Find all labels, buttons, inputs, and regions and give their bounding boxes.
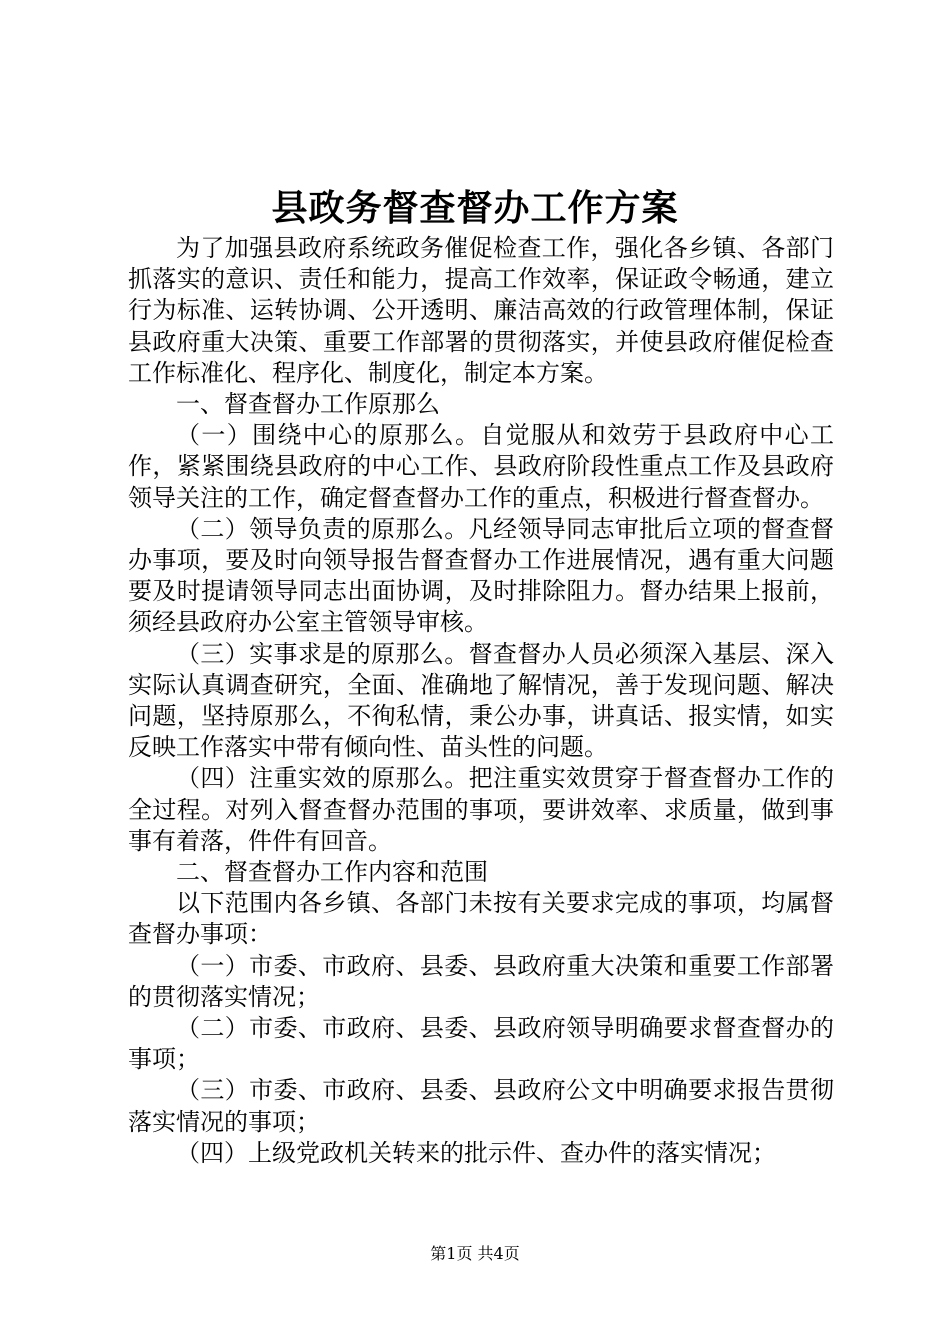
paragraph-scope-item-1: （一）市委、市政府、县委、县政府重大决策和重要工作部署的贯彻落实情况； (128, 951, 834, 1011)
paragraph-principle-3: （三）实事求是的原那么。督查督办人员必须深入基层、深入实际认真调查研究，全面、准确地了解情况，善于发现问题、解决问题，坚持原那么，不徇私情，秉公办事，讲真话、报实情，如实反映工作落实中带有倾向性、苗头性的问题。 (128, 639, 834, 762)
paragraph-principle-4: （四）注重实效的原那么。把注重实效贯穿于督查督办工作的全过程。对列入督查督办范围的事项，要讲效率、求质量，做到事事有着落，件件有回音。 (128, 764, 834, 855)
section-heading-scope: 二、督查督办工作内容和范围 (176, 858, 488, 887)
page-footer: 第1页 共4页 (430, 1244, 520, 1263)
document-body (128, 233, 834, 1169)
document-title: 县政务督查督办工作方案 (271, 187, 679, 229)
paragraph-scope-intro: 以下范围内各乡镇、各部门未按有关要求完成的事项，均属督查督办事项： (128, 889, 834, 949)
section-heading-principles: 一、督查督办工作原那么 (176, 390, 440, 419)
paragraph-scope-item-2: （二）市委、市政府、县委、县政府领导明确要求督查督办的事项； (128, 1014, 834, 1074)
paragraph-intro: 为了加强县政府系统政务催促检查工作，强化各乡镇、各部门抓落实的意识、责任和能力，提高工作效率，保证政令畅通，建立行为标准、运转协调、公开透明、廉洁高效的行政管理体制，保证县政府重大决策、重要工作部署的贯彻落实，并使县政府催促检查工作标准化、程序化、制度化，制定本方案。 (128, 234, 834, 387)
paragraph-scope-item-4: （四）上级党政机关转来的批示件、查办件的落实情况； (176, 1138, 776, 1167)
paragraph-principle-1: （一）围绕中心的原那么。自觉服从和效劳于县政府中心工作，紧紧围绕县政府的中心工作、县政府阶段性重点工作及县政府领导关注的工作，确定督查督办工作的重点，积极进行督查督办。 (128, 421, 834, 512)
paragraph-scope-item-3: （三）市委、市政府、县委、县政府公文中明确要求报告贯彻落实情况的事项； (128, 1076, 834, 1136)
paragraph-principle-2: （二）领导负责的原那么。凡经领导同志审批后立项的督查督办事项，要及时向领导报告督查督办工作进展情况，遇有重大问题要及时提请领导同志出面协调，及时排除阻力。督办结果上报前，须经县政府办公室主管领导审核。 (128, 514, 834, 637)
